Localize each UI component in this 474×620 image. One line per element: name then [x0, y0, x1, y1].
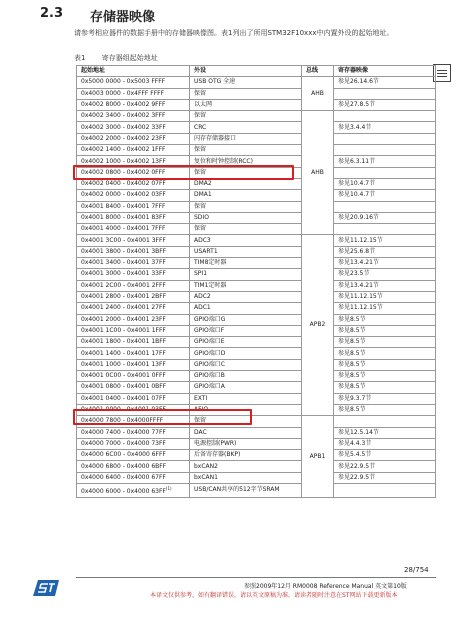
table-row [77, 88, 436, 99]
register-map-cell: 参见6.3.11节 [334, 156, 436, 167]
peripheral-cell: AFIO [190, 404, 302, 415]
peripheral-cell: 电源控制(PWR) [190, 438, 302, 449]
address-text: 0x4000 6800 - 0x4000 6BFF [81, 462, 167, 470]
address-text: 0x4001 3800 - 0x4001 3BFF [81, 247, 167, 255]
table-row [77, 258, 436, 269]
table-row [77, 246, 436, 257]
peripheral-cell: bxCAN2 [190, 461, 302, 472]
address-text: 0x4001 0400 - 0x4001 07FF [81, 394, 166, 402]
gpiob-highlight-box [73, 409, 252, 425]
register-map-cell: 参见11.12.15节 [334, 235, 436, 246]
peripheral-cell: EXTI [190, 393, 302, 404]
peripheral-cell: GPIO端口A [190, 382, 302, 393]
address-text: 0x4000 7000 - 0x4000 73FF [81, 439, 166, 447]
register-map-cell: 参见20.9.16节 [334, 212, 436, 223]
peripheral-cell: ADC1 [190, 303, 302, 314]
peripheral-cell: 保留 [190, 167, 302, 178]
bus-cell: AHB [302, 111, 334, 235]
rcc-highlight-box [73, 165, 294, 180]
table-row [77, 371, 436, 382]
address-cell [77, 303, 190, 314]
register-map-cell: 参见8.5节 [334, 348, 436, 359]
section-number: 2.3 [40, 6, 64, 21]
address-cell [77, 201, 190, 212]
peripheral-cell: 闪存存储器接口 [190, 133, 302, 144]
address-cell [77, 483, 190, 497]
peripheral-cell: GPIO端口F [190, 325, 302, 336]
peripheral-cell: TIM1定时器 [190, 280, 302, 291]
address-text: 0x4002 0400 - 0x4002 07FF [81, 180, 166, 188]
table-row [77, 212, 436, 223]
peripheral-cell: 保留 [190, 145, 302, 156]
table-row [77, 111, 436, 122]
address-cell [77, 235, 190, 246]
address-cell [77, 427, 190, 438]
register-map-cell: 参见8.5节 [334, 314, 436, 325]
address-text: 0x4000 7800 - 0x4000FFFF [81, 417, 164, 425]
peripheral-cell: 保留 [190, 88, 302, 99]
address-cell [77, 472, 190, 483]
table-row [77, 133, 436, 144]
table-row [77, 450, 436, 461]
table-row [77, 291, 436, 302]
address-text: 0x4002 8000 - 0x4002 9FFF [81, 101, 166, 109]
register-map-cell: 参见11.12.15节 [334, 303, 436, 314]
address-cell [77, 337, 190, 348]
register-map-cell: 参见26.14.6节 [334, 77, 436, 88]
bus-cell: APB1 [302, 416, 334, 498]
peripheral-cell: TIM8定时器 [190, 258, 302, 269]
table-row [77, 359, 436, 370]
footer-reference: 参照2009年12月 RM0008 Reference Manual 英文第10版 [244, 583, 407, 590]
header-bus: 总线 [302, 66, 334, 77]
header-peripheral: 外设 [190, 66, 302, 77]
table-row [77, 201, 436, 212]
header-address: 起始地址 [77, 66, 190, 77]
peripheral-cell: 保留 [190, 201, 302, 212]
register-map-cell: 参见8.5节 [334, 325, 436, 336]
table-row [77, 393, 436, 404]
register-map-cell: 参见27.8.5节 [334, 99, 436, 110]
register-map-cell: 参见9.3.7节 [334, 393, 436, 404]
table-row [77, 472, 436, 483]
peripheral-cell: 保留 [190, 111, 302, 122]
peripheral-cell: GPIO端口E [190, 337, 302, 348]
peripheral-cell: ADC2 [190, 291, 302, 302]
table-caption-name: 寄存器组起始地址 [101, 54, 158, 62]
register-map-cell: 参见11.12.15节 [334, 291, 436, 302]
address-text: 0x4000 6000 - 0x4000 63FF [81, 487, 166, 495]
register-map-cell [334, 88, 436, 99]
address-text: 0x4002 3400 - 0x4002 3FFF [81, 112, 166, 120]
table-row [77, 99, 436, 110]
address-cell [77, 258, 190, 269]
register-map-cell: 参见10.4.7节 [334, 190, 436, 201]
address-text: 0x4002 3000 - 0x4002 33FF [81, 123, 166, 131]
peripheral-cell: DAC [190, 427, 302, 438]
table-row [77, 235, 436, 246]
address-text: 0x4001 2400 - 0x4001 27FF [81, 304, 166, 312]
address-cell [77, 122, 190, 133]
register-map-cell: 参见25.6.8节 [334, 246, 436, 257]
address-cell [77, 77, 190, 88]
table-row [77, 280, 436, 291]
address-text: 0x4001 4000 - 0x4001 7FFF [81, 225, 166, 233]
address-cell [77, 111, 190, 122]
address-text: 0x4001 0000 - 0x4001 03FF [81, 406, 166, 414]
peripheral-cell: USB/CAN共享的512字节SRAM [190, 483, 302, 497]
address-cell [77, 348, 190, 359]
peripheral-cell: 复位和时钟控制(RCC) [190, 156, 302, 167]
table-caption-number: 表1 [74, 54, 86, 62]
table-row [77, 337, 436, 348]
peripheral-cell: 保留 [190, 416, 302, 427]
address-text: 0x4001 1800 - 0x4001 1BFF [81, 338, 167, 346]
address-text: 0x4000 6400 - 0x4000 67FF [81, 473, 166, 481]
peripheral-cell: GPIO端口D [190, 348, 302, 359]
register-map-cell [334, 111, 436, 122]
register-map-cell [334, 167, 436, 178]
register-map-cell [334, 416, 436, 427]
register-map-cell: 参见8.5节 [334, 359, 436, 370]
address-text: 0x4000 6C00 - 0x4000 6FFF [81, 451, 166, 459]
address-text: 0x4002 2000 - 0x4002 23FF [81, 134, 166, 142]
table-row [77, 122, 436, 133]
bus-cell: APB2 [302, 235, 334, 416]
table-row [77, 438, 436, 449]
address-cell [77, 393, 190, 404]
address-cell [77, 269, 190, 280]
address-text: 0x4002 1000 - 0x4002 13FF [81, 157, 166, 165]
table-row [77, 77, 436, 88]
table-row [77, 190, 436, 201]
peripheral-cell: 后备寄存器(BKP) [190, 450, 302, 461]
table-row [77, 303, 436, 314]
register-map-cell: 参见8.5节 [334, 382, 436, 393]
address-text: 0x4002 1400 - 0x4002 1FFF [81, 146, 166, 154]
address-cell [77, 246, 190, 257]
address-text: 0x4001 3000 - 0x4001 33FF [81, 270, 166, 278]
address-cell [77, 325, 190, 336]
register-map-cell: 参见8.5节 [334, 371, 436, 382]
address-text: 0x4001 3C00 - 0x4001 3FFF [81, 236, 166, 244]
peripheral-cell: SPI1 [190, 269, 302, 280]
address-cell [77, 212, 190, 223]
footer-notice: 本译文仅供参考，如有翻译错误，请以英文原稿为准。请读者随时注意在ST网站下载更新版本 [150, 592, 398, 599]
address-text: 0x4000 7400 - 0x4000 77FF [81, 428, 166, 436]
st-logo-icon [32, 578, 60, 598]
table-row [77, 461, 436, 472]
address-text: 0x4001 8400 - 0x4001 7FFF [81, 202, 166, 210]
table-row [77, 382, 436, 393]
intro-paragraph: 请参考相应器件的数据手册中的存储器映像图。表1列出了所用STM32F10xxx中内置外设的起始地址。 [74, 29, 394, 37]
register-map-cell: 参见22.9.5节 [334, 461, 436, 472]
address-cell [77, 291, 190, 302]
register-map-cell [334, 201, 436, 212]
address-cell [77, 88, 190, 99]
address-text: 0x4001 8000 - 0x4001 83FF [81, 214, 166, 221]
address-text: 0x4001 2C00 - 0x4001 2FFF [81, 281, 166, 289]
address-text: 0x4001 1400 - 0x4001 17FF [81, 349, 166, 357]
bus-cell: AHB [302, 77, 334, 111]
table-row [77, 145, 436, 156]
peripheral-cell: USB OTG 全速 [190, 77, 302, 88]
address-text: 0x4002 0800 - 0x4002 0FFF [81, 168, 166, 176]
address-cell [77, 178, 190, 189]
address-cell [77, 145, 190, 156]
peripheral-cell: GPIO端口B [190, 371, 302, 382]
peripheral-cell: SDIO [190, 212, 302, 223]
register-map-cell: 参见13.4.21节 [334, 280, 436, 291]
register-map-cell: 参见12.5.14节 [334, 427, 436, 438]
address-cell [77, 224, 190, 235]
peripheral-cell: GPIO端口C [190, 359, 302, 370]
peripheral-cell: USART1 [190, 246, 302, 257]
address-cell [77, 359, 190, 370]
address-text: 0x4001 0800 - 0x4001 0BFF [81, 383, 167, 391]
address-cell [77, 99, 190, 110]
register-map-cell: 参见3.4.4节 [334, 122, 436, 133]
address-cell [77, 438, 190, 449]
table-row [77, 314, 436, 325]
address-text: 0x4001 0C00 - 0x4001 0FFF [81, 372, 166, 380]
peripheral-cell: CRC [190, 122, 302, 133]
register-map-cell: 参见13.4.21节 [334, 258, 436, 269]
header-map: 寄存器映像 [334, 66, 436, 77]
address-cell [77, 382, 190, 393]
section-title: 存储器映像 [90, 10, 156, 25]
register-map-cell: 参见22.9.5节 [334, 472, 436, 483]
address-text: 0x4001 1C00 - 0x4001 1FFF [81, 326, 166, 334]
peripheral-cell: 保留 [190, 224, 302, 235]
register-map-cell: 参见4.4.3节 [334, 438, 436, 449]
peripheral-cell: bxCAN1 [190, 472, 302, 483]
table-row [77, 325, 436, 336]
address-cell [77, 133, 190, 144]
register-map-cell [334, 483, 436, 497]
register-map-cell [334, 145, 436, 156]
address-text: 0x5000 0000 - 0x5003 FFFF [81, 78, 166, 86]
address-cell [77, 280, 190, 291]
peripheral-cell: 以太网 [190, 99, 302, 110]
address-cell [77, 190, 190, 201]
table-caption [74, 53, 158, 63]
register-map-cell: 参见5.4.5节 [334, 450, 436, 461]
peripheral-cell: ADC3 [190, 235, 302, 246]
register-map-cell [334, 224, 436, 235]
address-text: 0x4002 0000 - 0x4002 03FF [81, 191, 166, 199]
register-map-cell: 参见8.5节 [334, 337, 436, 348]
address-cell [77, 450, 190, 461]
peripheral-cell: DMA2 [190, 178, 302, 189]
table-row [77, 269, 436, 280]
table-row [77, 224, 436, 235]
table-header-row [77, 66, 436, 77]
address-cell [77, 371, 190, 382]
address-text: 0x4001 2000 - 0x4001 23FF [81, 315, 166, 323]
table-row [77, 178, 436, 189]
address-text: 0x4001 1000 - 0x4001 13FF [81, 360, 166, 368]
table-row [77, 427, 436, 438]
register-table [76, 65, 436, 498]
table-row [77, 348, 436, 359]
register-map-cell: 参见23.5节 [334, 269, 436, 280]
address-cell [77, 314, 190, 325]
peripheral-cell: GPIO端口G [190, 314, 302, 325]
table-body [77, 77, 436, 498]
address-cell [77, 461, 190, 472]
address-text: 0x4003 0000 - 0x4FFF FFFF [81, 89, 165, 97]
register-map-cell: 参见8.5节 [334, 404, 436, 415]
peripheral-cell: DMA1 [190, 190, 302, 201]
address-text: 0x4001 3400 - 0x4001 37FF [81, 259, 166, 267]
table-row [77, 483, 436, 497]
page-number: 28/754 [404, 566, 429, 574]
address-footnote-mark: (1) [165, 485, 172, 491]
register-map-cell: 参见10.4.7节 [334, 178, 436, 189]
footer-divider [76, 577, 436, 578]
register-map-cell [334, 133, 436, 144]
address-text: 0x4001 2800 - 0x4001 2BFF [81, 293, 167, 301]
